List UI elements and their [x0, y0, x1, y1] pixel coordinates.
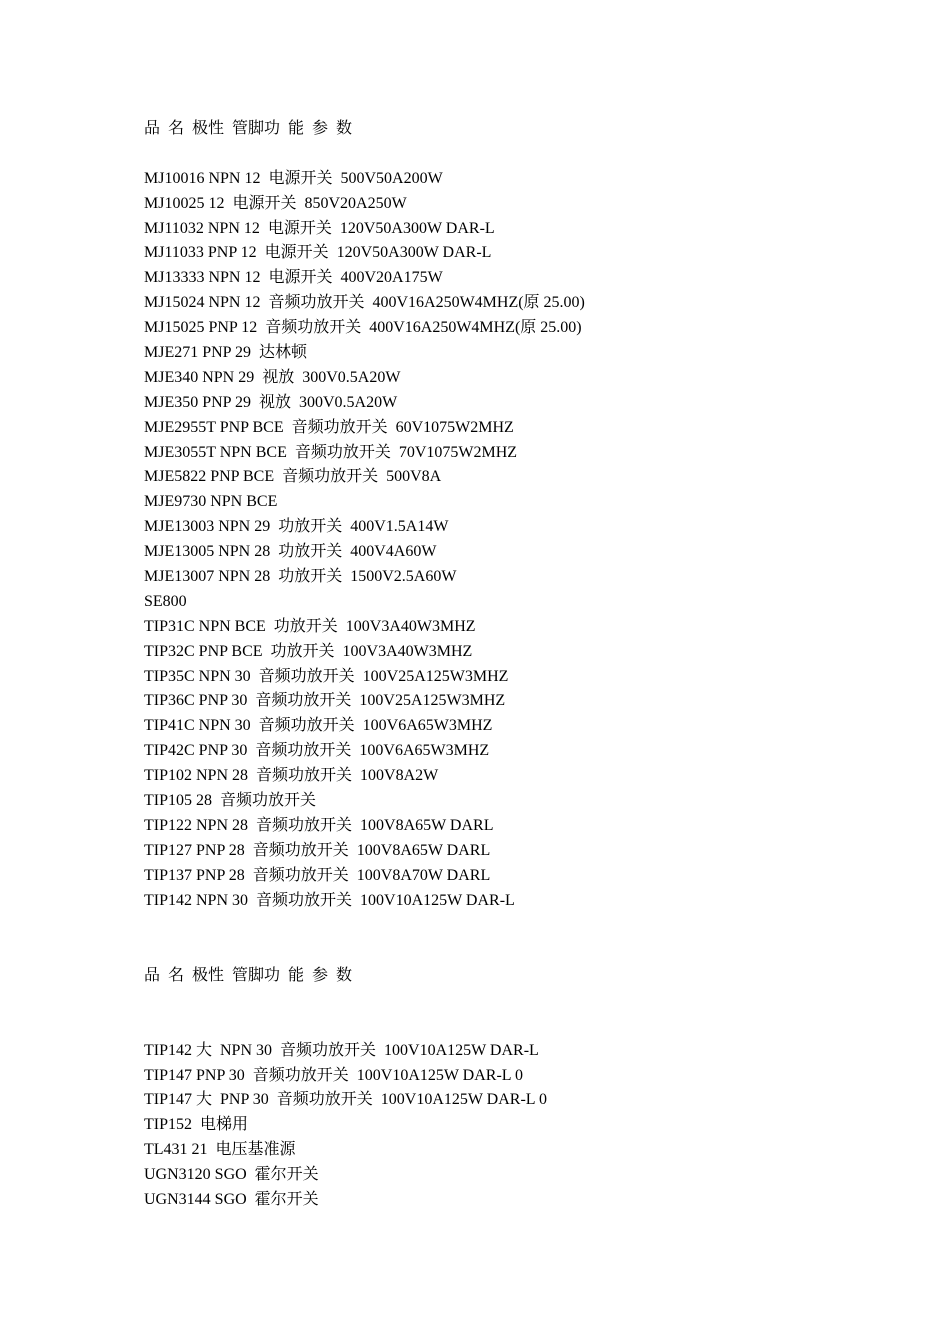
table-row: TIP152 电梯用: [144, 1116, 249, 1134]
table-row: TIP137 PNP 28 音频功放开关 100V8A70W DARL: [144, 866, 491, 884]
table-row: TIP42C PNP 30 音频功放开关 100V6A65W3MHZ: [144, 742, 490, 760]
table-row: MJ11032 NPN 12 电源开关 120V50A300W DAR-L: [144, 219, 495, 237]
table-row: MJE5822 PNP BCE 音频功放开关 500V8A: [144, 468, 442, 486]
table-row: TIP142 NPN 30 音频功放开关 100V10A125W DAR-L: [144, 891, 515, 909]
row-list: [144, 167, 904, 914]
table-row: MJE340 NPN 29 视放 300V0.5A20W: [144, 368, 401, 386]
table-row: MJE13005 NPN 28 功放开关 400V4A60W: [144, 543, 437, 561]
table-row: MJ10016 NPN 12 电源开关 500V50A200W: [144, 169, 443, 187]
table-row: MJE3055T NPN BCE 音频功放开关 70V1075W2MHZ: [144, 443, 518, 461]
table-row: TIP102 NPN 28 音频功放开关 100V8A2W: [144, 767, 439, 785]
table-row: UGN3120 SGO 霍尔开关: [144, 1166, 319, 1184]
table-row: MJ15024 NPN 12 音频功放开关 400V16A250W4MHZ(原 25.00): [144, 294, 585, 312]
table-row: TIP41C NPN 30 音频功放开关 100V6A65W3MHZ: [144, 717, 493, 735]
table-row: TIP142 大 NPN 30 音频功放开关 100V10A125W DAR-L: [144, 1041, 539, 1059]
table-row: TIP35C NPN 30 音频功放开关 100V25A125W3MHZ: [144, 667, 509, 685]
table-row: MJ10025 12 电源开关 850V20A250W: [144, 194, 407, 212]
table-row: MJE2955T PNP BCE 音频功放开关 60V1075W2MHZ: [144, 418, 514, 436]
table-row: SE800: [144, 592, 187, 610]
table-row: TIP105 28 音频功放开关: [144, 792, 317, 810]
table-row: MJ15025 PNP 12 音频功放开关 400V16A250W4MHZ(原 25.00): [144, 319, 582, 337]
table-row: MJ11033 PNP 12 电源开关 120V50A300W DAR-L: [144, 244, 492, 262]
table-row: TIP127 PNP 28 音频功放开关 100V8A65W DARL: [144, 841, 491, 859]
table-row: MJE13003 NPN 29 功放开关 400V1.5A14W: [144, 518, 449, 536]
column-header: 品 名 极性 管脚功 能 参 数: [144, 967, 353, 984]
table-row: MJE350 PNP 29 视放 300V0.5A20W: [144, 393, 398, 411]
table-row: TIP31C NPN BCE 功放开关 100V3A40W3MHZ: [144, 617, 476, 635]
table-row: MJE9730 NPN BCE: [144, 493, 278, 511]
table-row: MJE13007 NPN 28 功放开关 1500V2.5A60W: [144, 568, 457, 586]
table-row: TIP122 NPN 28 音频功放开关 100V8A65W DARL: [144, 816, 494, 834]
table-row: TIP147 大 PNP 30 音频功放开关 100V10A125W DAR-L 0: [144, 1091, 547, 1109]
table-row: TIP147 PNP 30 音频功放开关 100V10A125W DAR-L 0: [144, 1066, 523, 1084]
table-row: UGN3144 SGO 霍尔开关: [144, 1191, 319, 1209]
table-row: TIP36C PNP 30 音频功放开关 100V25A125W3MHZ: [144, 692, 506, 710]
row-list: [144, 1039, 904, 1213]
table-row: TIP32C PNP BCE 功放开关 100V3A40W3MHZ: [144, 642, 473, 660]
column-header: 品 名 极性 管脚功 能 参 数: [144, 120, 353, 137]
transistor-table-section-1: [144, 117, 904, 914]
table-row: MJE271 PNP 29 达林顿: [144, 344, 307, 362]
table-row: MJ13333 NPN 12 电源开关 400V20A175W: [144, 269, 443, 287]
transistor-table-section-2: [144, 964, 904, 1213]
table-row: TL431 21 电压基准源: [144, 1141, 296, 1159]
